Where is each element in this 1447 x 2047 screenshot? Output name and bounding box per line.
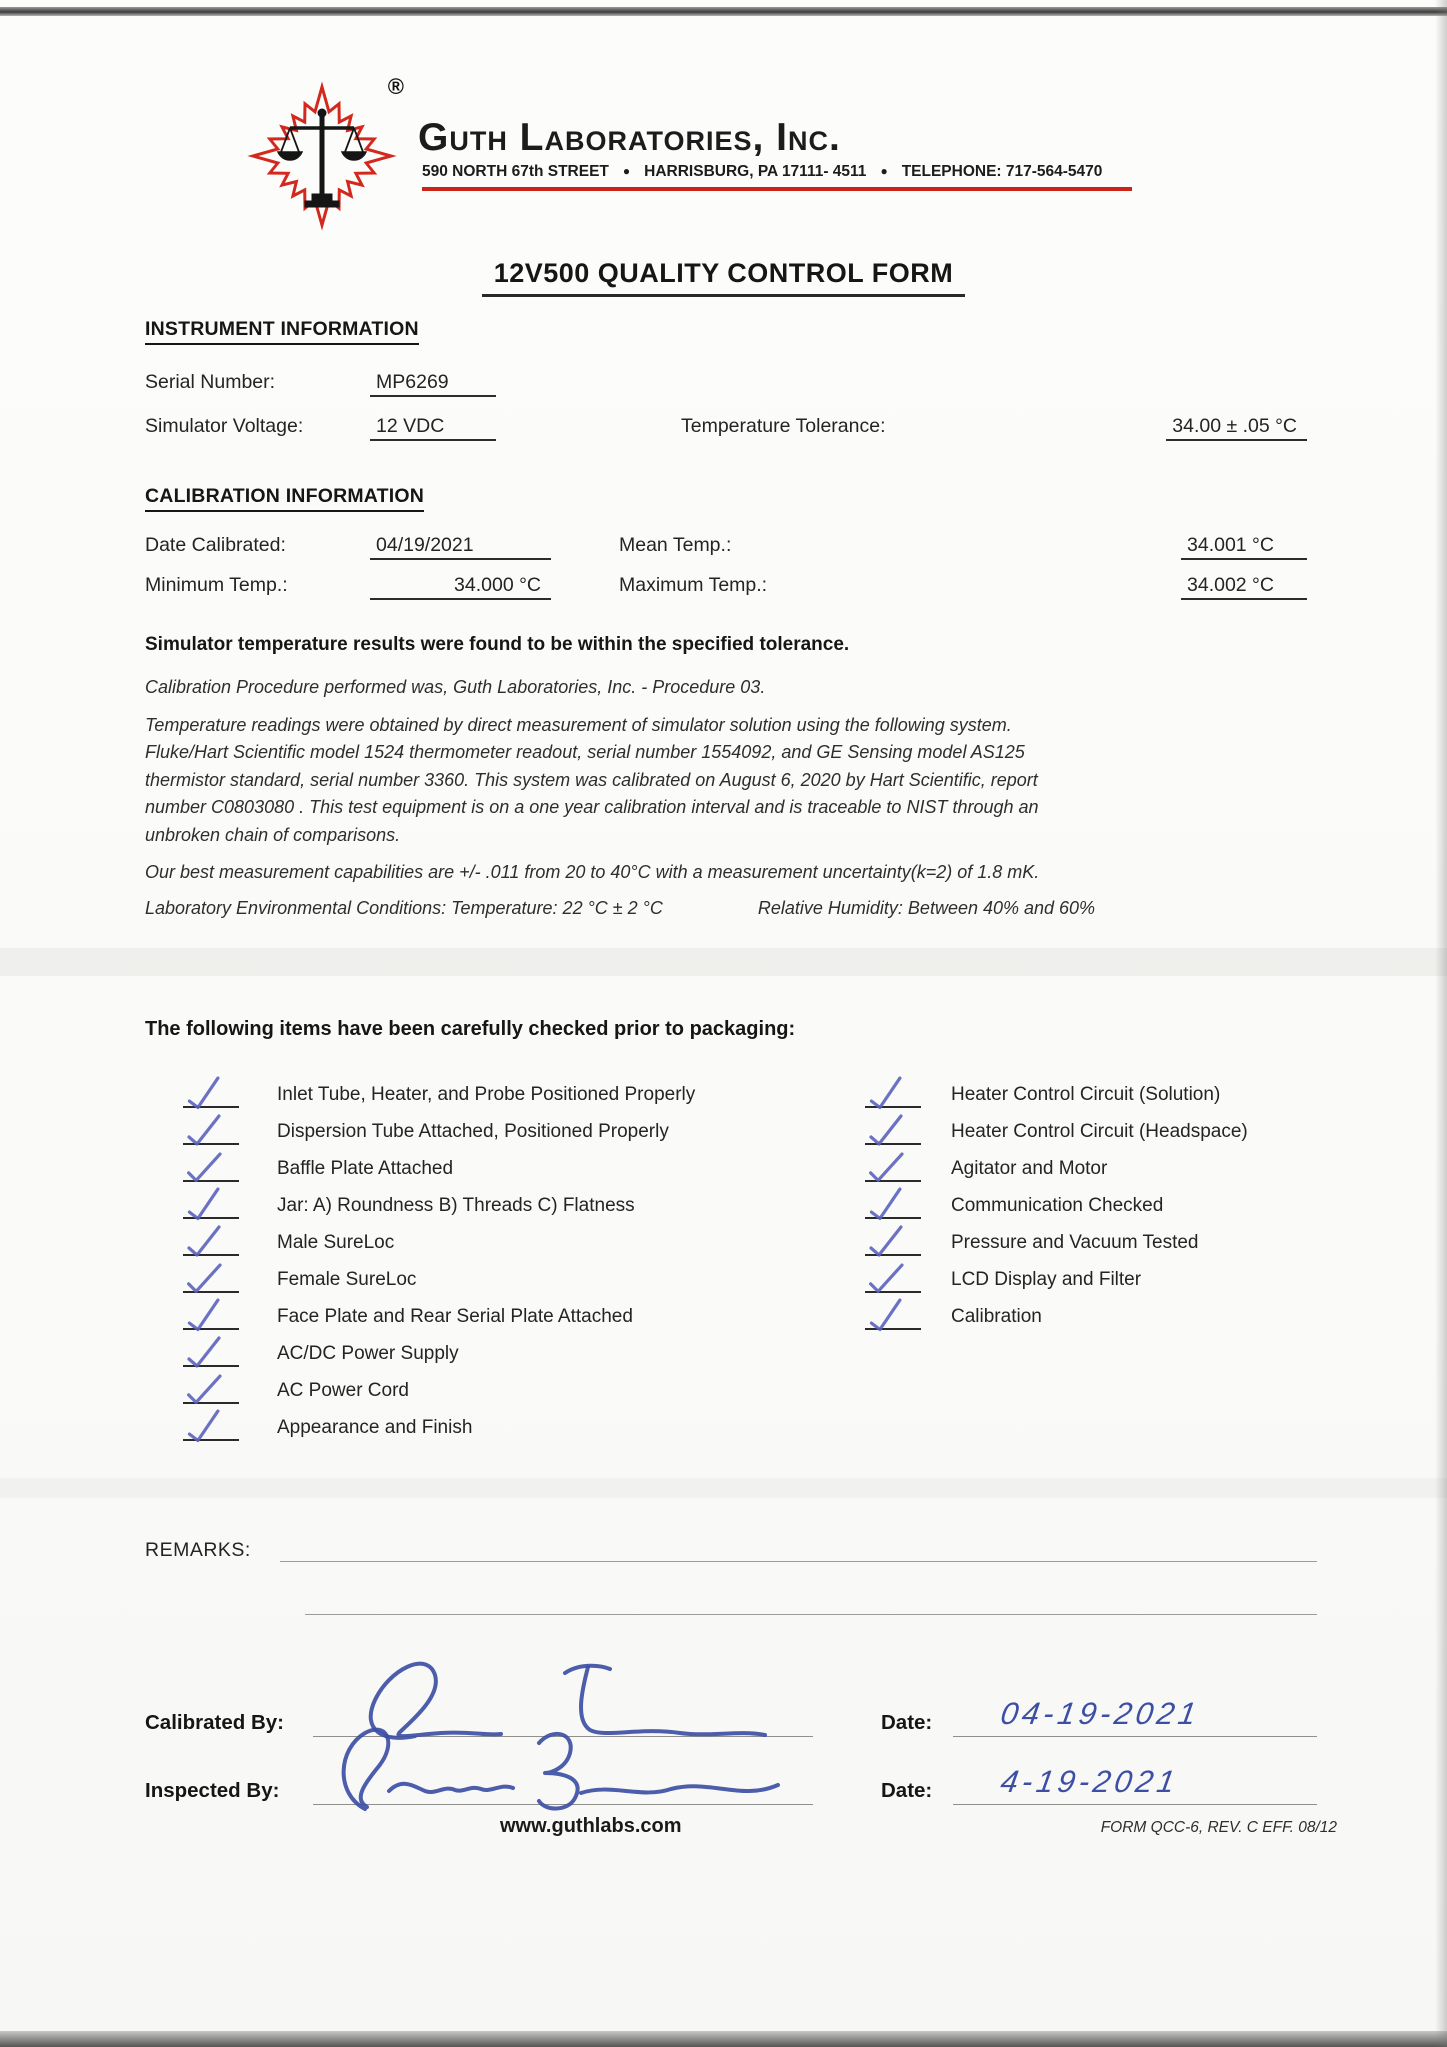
date-calibrated-value: 04/19/2021: [370, 534, 551, 560]
inspected-date-value: 4-19-2021: [998, 1764, 1182, 1800]
checkbox-line: [183, 1162, 239, 1182]
environment-statement: Laboratory Environmental Conditions: Temperature: 22 °C ± 2 °C: [145, 897, 663, 918]
scan-artifact-right-edge: [1435, 0, 1447, 2047]
maximum-temp-label: Maximum Temp.:: [619, 574, 768, 596]
calibrated-date-value: 04-19-2021: [998, 1696, 1203, 1732]
checkbox-line: [183, 1347, 239, 1367]
checkbox-line: [865, 1273, 921, 1293]
checklist-item-label: Communication Checked: [951, 1195, 1164, 1217]
form-title: 12V500 QUALITY CONTROL FORM: [482, 258, 966, 297]
checkmark-icon: [184, 1371, 226, 1410]
checklist-item-label: AC/DC Power Supply: [277, 1343, 459, 1365]
checkmark-icon: [184, 1260, 226, 1299]
checkbox-line: [865, 1236, 921, 1256]
inspected-date-line: [953, 1764, 1317, 1805]
checklist-item-label: Jar: A) Roundness B) Threads C) Flatness: [277, 1195, 635, 1217]
letterhead-text: [418, 78, 1132, 191]
checklist-item-label: Female SureLoc: [277, 1269, 417, 1291]
address-phone: TELEPHONE: 717-564-5470: [901, 163, 1103, 180]
checkbox-line: [865, 1088, 921, 1108]
page-footer: [145, 1815, 1337, 1838]
registered-trademark-icon: ®: [387, 74, 404, 99]
serial-number-row: [145, 371, 1317, 397]
tolerance-statement: Simulator temperature results were found to be within the specified tolerance.: [145, 634, 850, 655]
letterhead: [250, 74, 1132, 228]
checklist-item-label: Heater Control Circuit (Solution): [951, 1084, 1221, 1106]
procedure-statement: Calibration Procedure performed was, Guth Laboratories, Inc. - Procedure 03.: [145, 677, 766, 697]
checkbox-line: [865, 1162, 921, 1182]
checkbox-line: [865, 1310, 921, 1330]
checklist-item-label: Dispersion Tube Attached, Positioned Properly: [277, 1121, 669, 1143]
scan-artifact-bottom-bar: [0, 2031, 1447, 2047]
inspected-by-row: [145, 1764, 1317, 1805]
mean-temp-value: 34.001 °C: [1181, 534, 1307, 560]
checklist-item-label: Inlet Tube, Heater, and Probe Positioned Properly: [277, 1084, 696, 1106]
checklist-item: [183, 1145, 865, 1182]
checkbox-line: [183, 1088, 239, 1108]
form-id-text: FORM QCC-6, REV. C EFF. 08/12: [1100, 1819, 1337, 1836]
address-city: HARRISBURG, PA 17111- 4511: [644, 163, 867, 180]
calibrated-date-line: [953, 1696, 1317, 1737]
temperature-tolerance-label: Temperature Tolerance:: [681, 415, 886, 437]
scan-artifact-top-bar: [0, 7, 1447, 16]
form-body: [145, 318, 1317, 1805]
checklist-item: [865, 1256, 1317, 1293]
checklist-left: [183, 1071, 865, 1441]
checkbox-line: [183, 1421, 239, 1441]
checklist-item: [865, 1145, 1317, 1182]
checkmark-icon: [867, 1113, 907, 1149]
checklist-item-label: AC Power Cord: [277, 1380, 409, 1402]
checkbox-line: [183, 1384, 239, 1404]
checklist-item-label: Calibration: [951, 1306, 1042, 1328]
checklist-item: [865, 1071, 1317, 1108]
environment-row: [145, 895, 1317, 923]
company-logo: [250, 74, 410, 228]
instrument-info-heading: INSTRUMENT INFORMATION: [145, 318, 419, 345]
checklist-right: [865, 1071, 1317, 1441]
remarks-label: REMARKS:: [145, 1539, 251, 1562]
remarks-section: [145, 1539, 1317, 1562]
humidity-statement: Relative Humidity: Between 40% and 60%: [757, 897, 1096, 918]
checkmark-icon: [866, 1149, 908, 1188]
simulator-voltage-label: Simulator Voltage:: [145, 415, 304, 437]
checkmark-icon: [866, 1297, 908, 1336]
checklist-item-label: Baffle Plate Attached: [277, 1158, 454, 1180]
checklist-item-label: Face Plate and Rear Serial Plate Attached: [277, 1306, 633, 1328]
checklist-item-label: Agitator and Motor: [951, 1158, 1108, 1180]
checkmark-icon: [185, 1113, 225, 1149]
capabilities-statement: Our best measurement capabilities are +/- .011 from 20 to 40°C with a measurement uncertainty(k=2) of 1.8 mK.: [145, 862, 1040, 883]
calibrated-date-label: Date:: [881, 1711, 933, 1735]
company-name: Guth Laboratories, Inc.: [418, 116, 841, 159]
checklist: [183, 1071, 1317, 1441]
checklist-item: [865, 1219, 1317, 1256]
checklist-item-label: Appearance and Finish: [277, 1417, 473, 1439]
checklist-item: [183, 1293, 865, 1330]
checklist-item: [183, 1256, 865, 1293]
checkmark-icon: [184, 1297, 226, 1336]
simulator-voltage-row: [145, 415, 1317, 441]
checklist-item: [865, 1108, 1317, 1145]
website-text: www.guthlabs.com: [500, 1815, 682, 1837]
checkbox-line: [183, 1199, 239, 1219]
checklist-item-label: Male SureLoc: [277, 1232, 395, 1254]
bullet-separator-icon: ●: [622, 164, 631, 178]
checkmark-icon: [866, 1260, 908, 1299]
company-address: [422, 163, 1132, 191]
maximum-temp-value: 34.002 °C: [1181, 574, 1307, 600]
checkbox-line: [183, 1125, 239, 1145]
address-street: 590 NORTH 67th STREET: [422, 163, 609, 180]
bullet-separator-icon: ●: [880, 164, 888, 178]
checklist-item: [183, 1071, 865, 1108]
serial-number-label: Serial Number:: [145, 371, 276, 393]
checklist-item: [183, 1219, 865, 1256]
checklist-item: [183, 1404, 865, 1441]
checkmark-icon: [866, 1075, 908, 1114]
checkmark-icon: [184, 1186, 226, 1225]
calibrated-by-label: Calibrated By:: [145, 1711, 284, 1735]
temperature-tolerance-value: 34.00 ± .05 °C: [1166, 415, 1307, 441]
checkmark-icon: [867, 1224, 907, 1260]
checkbox-line: [865, 1125, 921, 1145]
date-calibrated-label: Date Calibrated:: [145, 534, 286, 556]
checkmark-icon: [184, 1149, 226, 1188]
serial-number-value: MP6269: [370, 371, 496, 397]
checklist-item-label: LCD Display and Filter: [951, 1269, 1142, 1291]
checkbox-line: [865, 1199, 921, 1219]
minimum-temp-value: 34.000 °C: [370, 574, 551, 600]
calibration-info-heading: CALIBRATION INFORMATION: [145, 485, 424, 512]
checklist-item: [183, 1182, 865, 1219]
checklist-item: [183, 1367, 865, 1404]
checklist-item: [865, 1293, 1317, 1330]
balance-scale-starburst-icon: [250, 78, 410, 228]
checklist-item-label: Pressure and Vacuum Tested: [951, 1232, 1199, 1254]
checkmark-icon: [185, 1335, 225, 1371]
checkmark-icon: [185, 1224, 225, 1260]
inspected-by-label: Inspected By:: [145, 1779, 280, 1803]
mean-temp-label: Mean Temp.:: [619, 534, 732, 556]
checklist-heading: The following items have been carefully checked prior to packaging:: [145, 1018, 796, 1041]
checkbox-line: [183, 1236, 239, 1256]
remarks-line-1: [280, 1551, 1317, 1562]
inspected-by-signature: [323, 1721, 803, 1816]
checklist-item-label: Heater Control Circuit (Headspace): [951, 1121, 1248, 1143]
checkmark-icon: [866, 1186, 908, 1225]
min-max-temp-row: [145, 574, 1317, 600]
inspected-date-label: Date:: [881, 1779, 933, 1803]
checkmark-icon: [184, 1075, 226, 1114]
system-description: Temperature readings were obtained by direct measurement of simulator solution using the following system. Fluke/Hart Scientific model 1524 thermometer readout, serial number 1554092, and GE Sensing model AS125 thermistor standard, serial number 3360. This system was calibrated on August 6, 2020 by Hart Scientific, report number C0803080 . This test equipment is on a one year calibration interval and is traceable to NIST through an unbroken chain of comparisons.: [145, 714, 1039, 845]
simulator-voltage-value: 12 VDC: [370, 415, 496, 441]
minimum-temp-label: Minimum Temp.:: [145, 574, 288, 596]
checklist-item: [183, 1330, 865, 1367]
remarks-line-2: [305, 1562, 1317, 1615]
checklist-item: [183, 1108, 865, 1145]
checkbox-line: [183, 1273, 239, 1293]
date-calibrated-row: [145, 534, 1317, 560]
checkbox-line: [183, 1310, 239, 1330]
checkmark-icon: [184, 1408, 226, 1447]
checklist-item: [865, 1182, 1317, 1219]
inspected-by-signature-line: [313, 1800, 813, 1805]
